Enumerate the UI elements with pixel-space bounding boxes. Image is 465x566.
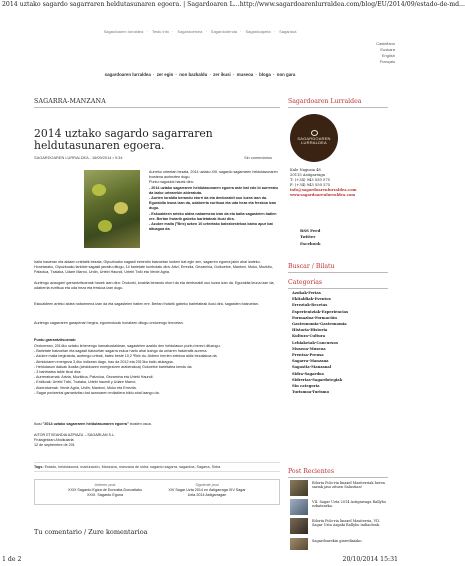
category-link[interactable]: Esperientziak-Experiencias bbox=[292, 309, 349, 314]
recent-post[interactable] bbox=[290, 518, 390, 536]
search-title[interactable]: Buscar / Bilatu bbox=[288, 263, 388, 273]
social-links bbox=[300, 228, 321, 247]
intro-bullet: - Eskualdeen arteko aldea nabarmena izan da eta baita sagasteien batien ere. Bertan frutarik gabeko barietateak ikusi dira. bbox=[149, 211, 277, 221]
category-link[interactable]: Lehiaketak-Concursos bbox=[292, 340, 338, 345]
category-link[interactable]: Sidra-Sagardoa bbox=[292, 371, 324, 376]
category-link[interactable]: Gastronomia-Gastronomía bbox=[292, 322, 347, 327]
key-point: - Barietate batzuetan eta sagasti batzuetan sagarra eskuz hartu ahal izango da urriaren hasieratik aurrera. bbox=[34, 349, 208, 354]
recent-post[interactable] bbox=[290, 480, 390, 498]
top-navigation: Sagardoaren lurraldea · Testu info · Sagardoetxea · Sagardodenda · Sagardoapeta · Sagardoa bbox=[103, 29, 297, 34]
recent-post-thumbnail bbox=[290, 518, 308, 534]
topnav-item[interactable]: Sagardoetxea bbox=[177, 29, 203, 34]
categories-list bbox=[292, 290, 348, 395]
category-link[interactable]: Museoa-Museoa bbox=[292, 346, 326, 351]
next-post-label: Siguiente post bbox=[195, 483, 219, 487]
signature-name: AITOR ETXEANDIA AZPIAZU – SAGARLAN S.L. bbox=[34, 433, 116, 437]
category-heading: SAGARRA-MANZANA bbox=[34, 98, 280, 108]
topnav-item[interactable]: Sagardoaren lurraldea bbox=[103, 29, 144, 34]
category-link[interactable]: Sidrerias-Sagardotegiak bbox=[292, 377, 343, 382]
website-link[interactable]: www.sagardoarenlurraldea.com bbox=[290, 193, 356, 198]
sagardoaren-lurraldea-logo[interactable] bbox=[290, 114, 338, 162]
post-author-date: SAGARDOAREN LURRALDEA - 16/09/2014 • 9:34 bbox=[34, 155, 123, 160]
contact-address bbox=[290, 168, 390, 199]
apple-shape bbox=[92, 184, 106, 196]
print-header-title: 2014 uztako sagardo sagarraren heldutasunaren egoera. | Sagardoaren L... bbox=[2, 1, 240, 8]
language-switcher bbox=[355, 41, 395, 65]
topnav-item[interactable]: Sagardoa bbox=[279, 29, 297, 34]
sidebar-title: Sagardoaren Lurraldea bbox=[288, 98, 388, 108]
key-point: - Almidoiaren energeza 3,4ko indizean dago, hau da 2012 eta 2013ko balio alukagoa. bbox=[34, 359, 174, 364]
apple-shape bbox=[114, 202, 128, 214]
category-link[interactable]: Historia-Historia bbox=[292, 328, 328, 333]
recent-post-thumbnail bbox=[290, 480, 308, 496]
lang-francais[interactable]: Français bbox=[379, 59, 395, 64]
key-point: - Atzeratuenak: Verde Agria, Urdin, Mantoni, Moko eta Errezila. bbox=[34, 385, 137, 390]
report-link[interactable]: "2014 uztako sagarraren heldutasunaren egoera" bbox=[42, 422, 129, 426]
print-timestamp: 20/10/2014 15:31 bbox=[342, 556, 398, 563]
signature bbox=[34, 433, 280, 449]
body-paragraph: Iraila hasieran eta aldaen urtetatik bezala, Gipuzkoako sagasti ezberdin batzuetan lurdeni bat egin zen, sagarren egoera jakin ahal izateko. Honetarako, Gipuzkoako lanbide sagasti jarraitu ditugu, 14 barietate kontrolatu dira: Artzi, Errezila, Gezamina, Goikoetxe, Mantoni, Moko, Mozkitu, Patzolua, Txalaka, Udare Marroi, Urdin, Urtebi Haundi, Urtebi Txiki eta Verde Agria. bbox=[34, 260, 273, 275]
tags-row bbox=[34, 462, 280, 472]
nav-zer-ikusi[interactable]: zer ikusi bbox=[213, 72, 231, 77]
category-link[interactable]: Formazioa-Formación bbox=[292, 315, 337, 320]
topnav-item[interactable]: Sagardoapeta bbox=[245, 29, 271, 34]
recent-post[interactable] bbox=[290, 499, 390, 517]
twitter-link[interactable]: Twitter bbox=[300, 234, 316, 240]
category-link[interactable]: Kultura-Cultura bbox=[292, 334, 326, 339]
key-point: - Heldutasun datuak ikusita (almidoaren energezizen araberakoa) Gokoetxe barietatea kendu da. bbox=[34, 364, 193, 369]
next-post-title[interactable]: XIV Sagar Uzta 2014 en Astigarraga XIV Sagar Uzta 2014 Astigarragan bbox=[168, 488, 246, 497]
category-link[interactable]: Sin categoría bbox=[292, 384, 320, 389]
print-footer bbox=[0, 556, 400, 565]
email-link[interactable]: info@sagardoarenlurraldea.com bbox=[290, 188, 357, 193]
recent-post[interactable] bbox=[290, 538, 390, 552]
report-link-line bbox=[34, 422, 280, 426]
body-paragraph: Aurtengo azaugarri garrantzitsuenak hauek izan dira: Orokorki, loraldia berandu etorri da eta denboraldi oso luzea izan da. Eguraldia leuna izan da, udaberria euritsua eta uda heza eta freskoa izan dugu. bbox=[34, 281, 275, 291]
topnav-item[interactable]: Sagardodenda bbox=[210, 29, 238, 34]
post-title: 2014 uztako sagardo sagarraren heldutasunaren egoera. bbox=[34, 127, 213, 152]
address-line: Kale Nagusia 48 bbox=[290, 168, 321, 172]
categories-title: Categorías bbox=[288, 279, 388, 289]
next-post[interactable] bbox=[167, 483, 247, 498]
key-point: - Erdikoak: Urtebi Txiki, Txalaka, Urtebi haundi y Udare Marroi. bbox=[34, 380, 137, 385]
category-link[interactable]: Prentsa-Prensa bbox=[292, 353, 324, 358]
post-intro bbox=[149, 170, 280, 232]
intro-paragraph: Aurreko urteetan bezala, 2014 uztako XIII. sagardo sagarraren heldutasunaren txostena aurkezten dugu. bbox=[149, 170, 278, 180]
nav-non-gara[interactable]: non gara bbox=[276, 72, 296, 77]
category-link[interactable]: Sagarra-Manzana bbox=[292, 359, 329, 364]
nav-museoa[interactable]: museoa bbox=[236, 72, 254, 77]
category-link[interactable]: Azokak-Ferias bbox=[292, 291, 321, 295]
intro-bullet: - Azukre maila (ºBrix) azken 10 urteetako batezbestekoa baino apur bat altuagoa da. bbox=[149, 222, 273, 232]
tags-label: Tags: bbox=[34, 465, 44, 469]
previous-post[interactable] bbox=[65, 483, 145, 498]
category-link[interactable]: Sagastia-Manzanal bbox=[292, 365, 332, 370]
category-link[interactable]: Ekitaldiak-Eventos bbox=[292, 297, 331, 302]
key-point: - Aurreratuenak: Artzia, Mozkitua, Patzolua, Gezamina eta Urtebi Haundi. bbox=[34, 375, 154, 380]
intro-bullet: - 2014 uztako sagarraren heldutasunaren egoera aste bat edo bi aurreratu da iazko urtearekin alderatuta. bbox=[149, 185, 278, 195]
body-paragraph: Eskualdeen arteko aldea nabarmena izan da eta sagasteien batien ere. Bertan frutarik gabeko barietateak ikusi dira, sagastien batzuetan. bbox=[34, 302, 259, 306]
recent-posts-title: Post Recientes bbox=[288, 468, 388, 478]
tags-list[interactable]: Estado, heldutasuna, maduración, Manzana, manzana de sidra, sagardo sagarra, sagardoa, Sagarra, Sidra bbox=[44, 465, 221, 469]
comments-link[interactable]: Sin comentarios bbox=[244, 155, 272, 160]
nav-zer-egin[interactable]: zer egin bbox=[156, 72, 174, 77]
previous-post-label: Anterior post bbox=[94, 483, 116, 487]
closing-pre: Ikusi bbox=[34, 422, 43, 426]
key-point: Orokorrean, 2014ko uztaku lehenengo hamabostaldean, sagasteien azaldu den heldutasun puntu berezi dituzugu: bbox=[34, 344, 221, 348]
intro-paragraph: Puntu nagusiok hauek dira: bbox=[149, 180, 194, 185]
logo-line: SAGARDOAREN bbox=[297, 136, 331, 141]
print-header-url: http://www.sagardoarenlurraldea.com/blog/EU/2014/09/estado-de-md... bbox=[239, 1, 465, 8]
recent-post-thumbnail bbox=[290, 499, 308, 515]
logo-line: LURRALDEA bbox=[301, 140, 327, 146]
previous-post-title[interactable]: XXIX Sagardo Egiza de Donostia-Donostiako XXIX. Sagardo Eguna bbox=[68, 488, 142, 497]
topnav-item[interactable]: Testu info bbox=[151, 29, 169, 34]
page-number: 1 de 2 bbox=[2, 556, 22, 563]
key-points-title: Puntu garrantzitsuenak: bbox=[34, 338, 77, 342]
phone: T: (+34) 943 550 575 bbox=[290, 178, 331, 183]
signature-role: Frutagintzan Aholkularia bbox=[34, 438, 74, 443]
nav-non-bazkaldu[interactable]: non bazkaldu bbox=[179, 72, 208, 77]
lang-castellano[interactable]: Castellano bbox=[376, 41, 395, 46]
address-line: 20115 Astigarraga bbox=[290, 173, 325, 178]
print-header bbox=[0, 1, 465, 10]
intro-bullet: - Aurten loraldia berandu etorri da eta denboraldi oso luzea izan da. Eguraldia leuna izan da, udaberria euritsua eta uda heza eta freskoa izan dugu. bbox=[149, 196, 277, 211]
recent-post-thumbnail bbox=[290, 538, 308, 550]
recent-post-title[interactable]: Edorta Polo-ria linaxel Masiterria, VII. Sagar Uzta Azgaki Rallybo indiaoleak. bbox=[312, 519, 381, 528]
closing-post: txosten osoa. bbox=[128, 422, 152, 426]
rss-feed-link[interactable]: RSS Feed bbox=[300, 228, 321, 233]
key-point: - Azukre maila begiratuta, aurtengo urteak, batez beste 10,2 ºBrix du. Aldeen herrien artekoa aldiz bezalakoa da. bbox=[34, 354, 218, 359]
fax: F: (+34) 943 550 575 bbox=[290, 183, 331, 188]
apple-shape bbox=[98, 220, 112, 232]
recent-post-title[interactable]: Edorta Polo-ria linaxel Masiterriak heren sariak jaso zituen Salustian! bbox=[312, 481, 385, 490]
post-navigation bbox=[34, 479, 280, 505]
facebook-link[interactable]: Facebook bbox=[300, 240, 321, 246]
key-point: - Sagar portzentai garrantzitsu bat azaroaren erdialdera bildu ahal izango da. bbox=[34, 390, 160, 395]
post-meta bbox=[34, 155, 280, 160]
nav-bloga[interactable]: bloga bbox=[259, 72, 271, 77]
lang-euskara[interactable]: Euskara bbox=[380, 47, 395, 52]
lang-english[interactable]: English bbox=[381, 53, 395, 58]
nav-sagardoaren-lurraldea[interactable]: sagardoaren lurraldea bbox=[104, 72, 151, 77]
key-point: - 3 barietatea talde ikusi dira: bbox=[34, 370, 82, 375]
recent-post-title[interactable]: VII. Sagar Uzta 2014 Astigarraga Rallybo ezkataurka. bbox=[312, 500, 386, 509]
post-image bbox=[84, 170, 140, 248]
key-points bbox=[34, 344, 280, 396]
recent-post-title[interactable]: Sagardoarekin giarediniako bbox=[312, 539, 362, 543]
category-link[interactable]: Turismoa-Turismo bbox=[292, 390, 330, 395]
main-navigation: sagardoaren lurraldea · zer egin · non bazkaldu · zer ikusi · museoa · bloga · non gara bbox=[104, 72, 296, 77]
comments-title: Tu comentario / Zure komentarioa bbox=[34, 528, 148, 536]
signature-date: 12 de septiembre de 201 bbox=[34, 443, 75, 448]
body-paragraph: Aurtengo sagarraren garapenari begira, egunerokoak honatzen ditugu ondorengo lerroetan. bbox=[34, 321, 184, 325]
category-link[interactable]: Erreztak-Recetas bbox=[292, 303, 328, 308]
